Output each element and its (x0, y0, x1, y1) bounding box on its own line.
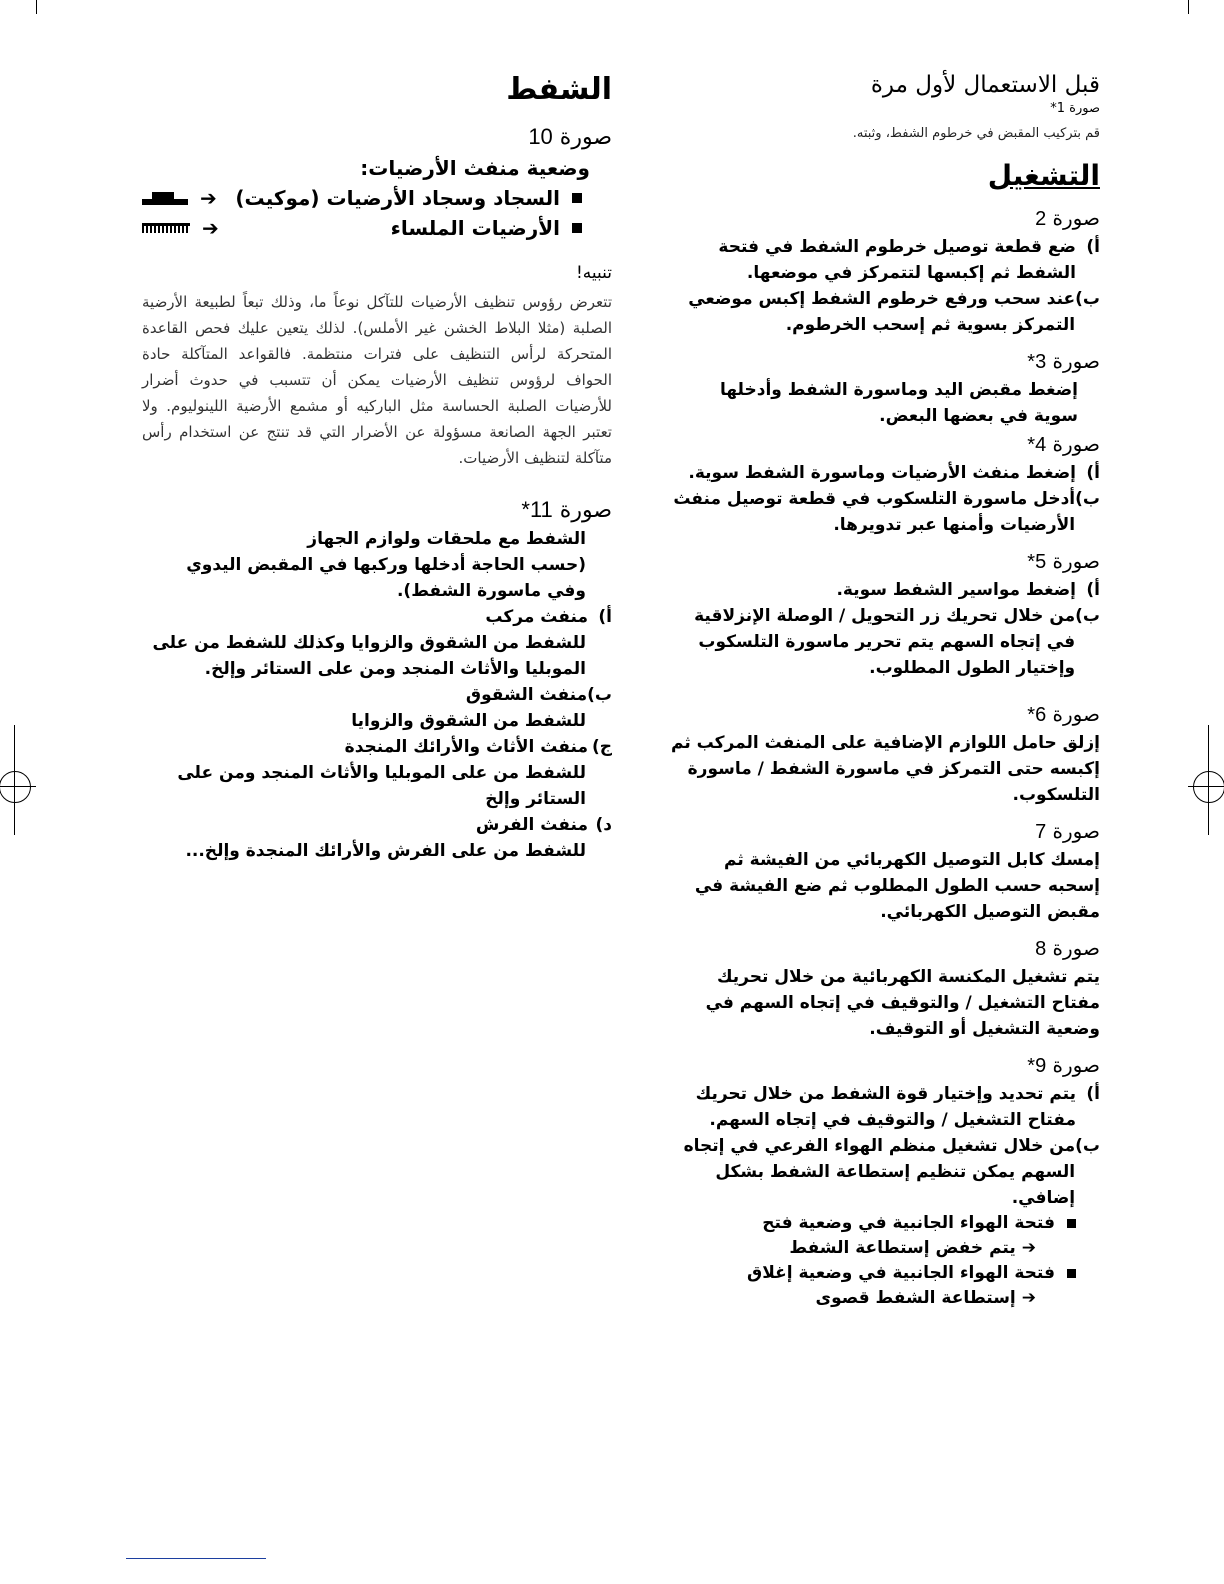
fig9-section (670, 1052, 1100, 1311)
vacuuming-title: الشفط (506, 72, 612, 107)
fig11-section (142, 497, 612, 864)
footnote-rule (126, 1558, 266, 1559)
fig7-text: إمسك كابل التوصيل الكهربائي من الفيشة ثم إسحبه حسب الطول المطلوب ثم ضع الفيشة في مقبض التوصيل الكهربائي. (694, 850, 1100, 922)
fig9-result-closed: ➔إستطاعة الشفط قصوى (815, 1288, 1036, 1308)
fig8-section (670, 935, 1100, 1042)
registration-circle-left (0, 771, 31, 803)
brush-mode-icon (142, 223, 190, 233)
fig11-item-d-text: للشفط من على الفرش والأرائك المنجدة وإلخ... (185, 841, 586, 861)
fig6-text: إزلق حامل اللوازم الإضافية على المنفث المركب ثم إكبسه حتى التمركز في ماسورة الشفط / ماسورة التلسكوب. (671, 733, 1100, 805)
fig9-result-open: ➔يتم خفض إستطاعة الشفط (789, 1238, 1036, 1258)
fig11-subheading: الشفط مع ملحقات ولوازم الجهاز (307, 529, 586, 549)
fig8-heading: صورة 8 (1035, 936, 1100, 960)
bullet-square-icon (1067, 1219, 1076, 1228)
fig9-bullet-closed: فتحة الهواء الجانبية في وضعية إغلاق (670, 1261, 1100, 1286)
fig11-item-b-text: للشفط من الشقوق والزوايا (351, 711, 586, 731)
fig4-section (670, 431, 1100, 538)
bullet-square-icon (1067, 1269, 1076, 1278)
fig5-item-b: ب) من خلال تحريك زر التحويل / الوصلة الإنزلاقية في إتجاه السهم يتم تحرير ماسورة التلسكوب وإختيار الطول المطلوب. (694, 606, 1100, 678)
fig9-bullet-open: فتحة الهواء الجانبية في وضعية فتح (670, 1211, 1100, 1236)
floor-mode-carpet: السجاد وسجاد الأرضيات (موكيت) ➔ (142, 183, 612, 213)
fig11-note: (حسب الحاجة أدخلها وركبها في المقبض اليدوي وفي ماسورة الشفط). (186, 555, 586, 601)
fig4-item-a: أ) إضغط منفث الأرضيات وماسورة الشفط سوية. (688, 463, 1100, 483)
fig9-heading: صورة 9* (1027, 1053, 1100, 1077)
before-first-use-title: قبل الاستعمال لأول مرة (870, 72, 1100, 98)
fig11-item-a: أ) منفث مركب (485, 607, 612, 627)
fig1-label: صورة 1* (1050, 101, 1100, 116)
warning-text: تتعرض رؤوس تنظيف الأرضيات للتآكل نوعاً ما، وذلك تبعاً لطبيعة الأرضية الصلبة (مثلا البلاط الخشن غير الأملس). لذلك يتعين عليك فحص القاعدة المتحركة لرأس التنظيف على فترات منتظمة. فالقواعد المتآكلة حادة الحواف لرؤوس تنظيف الأرضيات يمكن أن تتسبب في حدوث أضرار للأرضيات الصلبة الحساسة مثل الباركيه أو مشمع الأرضية اللينوليوم. ولا تعتبر الجهة الصانعة مسؤولة عن الأضرار التي قد تنتج عن استخدام رأس متآكلة لتنظيف الأرضيات. (142, 293, 612, 467)
fig9-item-b: ب) من خلال تشغيل منظم الهواء الفرعي في إتجاه السهم يمكن تنظيم إستطاعة الشفط بشكل إضافي. (683, 1136, 1100, 1208)
fig2-item-a: أ) ضع قطعة توصيل خرطوم الشفط في فتحة الشفط ثم إكبسها لتتمركز في موضعها. (718, 237, 1100, 283)
right-column (670, 70, 1100, 1311)
crop-mark-top-right (1188, 0, 1189, 14)
arrow-left-icon: ➔ (200, 186, 217, 210)
before-first-use-section (670, 70, 1100, 143)
arrow-left-icon: ➔ (1021, 1238, 1036, 1258)
carpet-mode-icon (142, 191, 188, 205)
fig5-heading: صورة 5* (1027, 549, 1100, 573)
fig11-item-c-text: للشفط من على الموبليا والأثاث المنجد ومن على الستائر وإلخ (177, 763, 586, 809)
bullet-square-icon (572, 223, 582, 233)
registration-circle-right (1193, 771, 1224, 803)
fig6-heading: صورة 6* (1027, 702, 1100, 726)
fig3-heading: صورة 3* (1027, 349, 1100, 373)
fig10-subheading: وضعية منفث الأرضيات: (360, 156, 590, 180)
fig11-item-d: د) منفث الفرش (475, 815, 612, 835)
fig11-heading: صورة 11* (521, 497, 612, 523)
fig11-item-c: ج) منفث الأثاث والأرائك المنجدة (344, 737, 612, 757)
fig7-heading: صورة 7 (1035, 819, 1100, 843)
fig7-section (670, 818, 1100, 925)
crop-mark-top-left (36, 0, 37, 14)
left-column (142, 70, 612, 864)
fig11-item-a-text: للشفط من الشقوق والزوايا وكذلك للشفط من على الموبليا والأثاث المنجد ومن على الستائر وإلخ. (152, 633, 586, 679)
fig10-section (142, 124, 612, 243)
fig3-text: إضغط مقبض اليد وماسورة الشفط وأدخلها سوية في بعضها البعض. (719, 380, 1078, 426)
fig2-section (670, 205, 1100, 338)
fig1-text: قم بتركيب المقبض في خرطوم الشفط، وثبته. (852, 126, 1100, 141)
fig10-heading: صورة 10 (528, 124, 612, 150)
floor-mode-smooth: الأرضيات الملساء ➔ (142, 213, 612, 243)
fig4-item-b: ب) أدخل ماسورة التلسكوب في قطعة توصيل منفث الأرضيات وأمنها عبر تدويرها. (673, 489, 1100, 535)
fig4-heading: صورة 4* (1027, 432, 1100, 456)
arrow-left-icon: ➔ (202, 216, 219, 240)
warning-section (142, 261, 612, 471)
bullet-square-icon (572, 193, 582, 203)
operation-title: التشغيل (987, 159, 1100, 192)
fig9-item-a: أ) يتم تحديد وإختيار قوة الشفط من خلال تحريك مفتاح التشغيل / والتوقيف في إتجاه السهم. (695, 1084, 1100, 1130)
fig5-section (670, 548, 1100, 681)
warning-title: تنبيه! (575, 263, 612, 283)
fig2-item-b: ب) عند سحب ورفع خرطوم الشفط إكبس موضعي التمركز بسوية ثم إسحب الخرطوم. (688, 289, 1100, 335)
arrow-left-icon: ➔ (1021, 1288, 1036, 1308)
fig11-item-b: ب) منفث الشقوق (465, 685, 612, 705)
fig2-heading: صورة 2 (1035, 206, 1100, 230)
fig8-text: يتم تشغيل المكنسة الكهربائية من خلال تحريك مفتاح التشغيل / والتوقيف في إتجاه السهم في وضعية التشغيل أو التوقيف. (705, 967, 1100, 1039)
fig5-item-a: أ) إضغط مواسير الشفط سوية. (836, 580, 1100, 600)
fig3-section (670, 348, 1100, 429)
fig6-section (670, 701, 1100, 808)
